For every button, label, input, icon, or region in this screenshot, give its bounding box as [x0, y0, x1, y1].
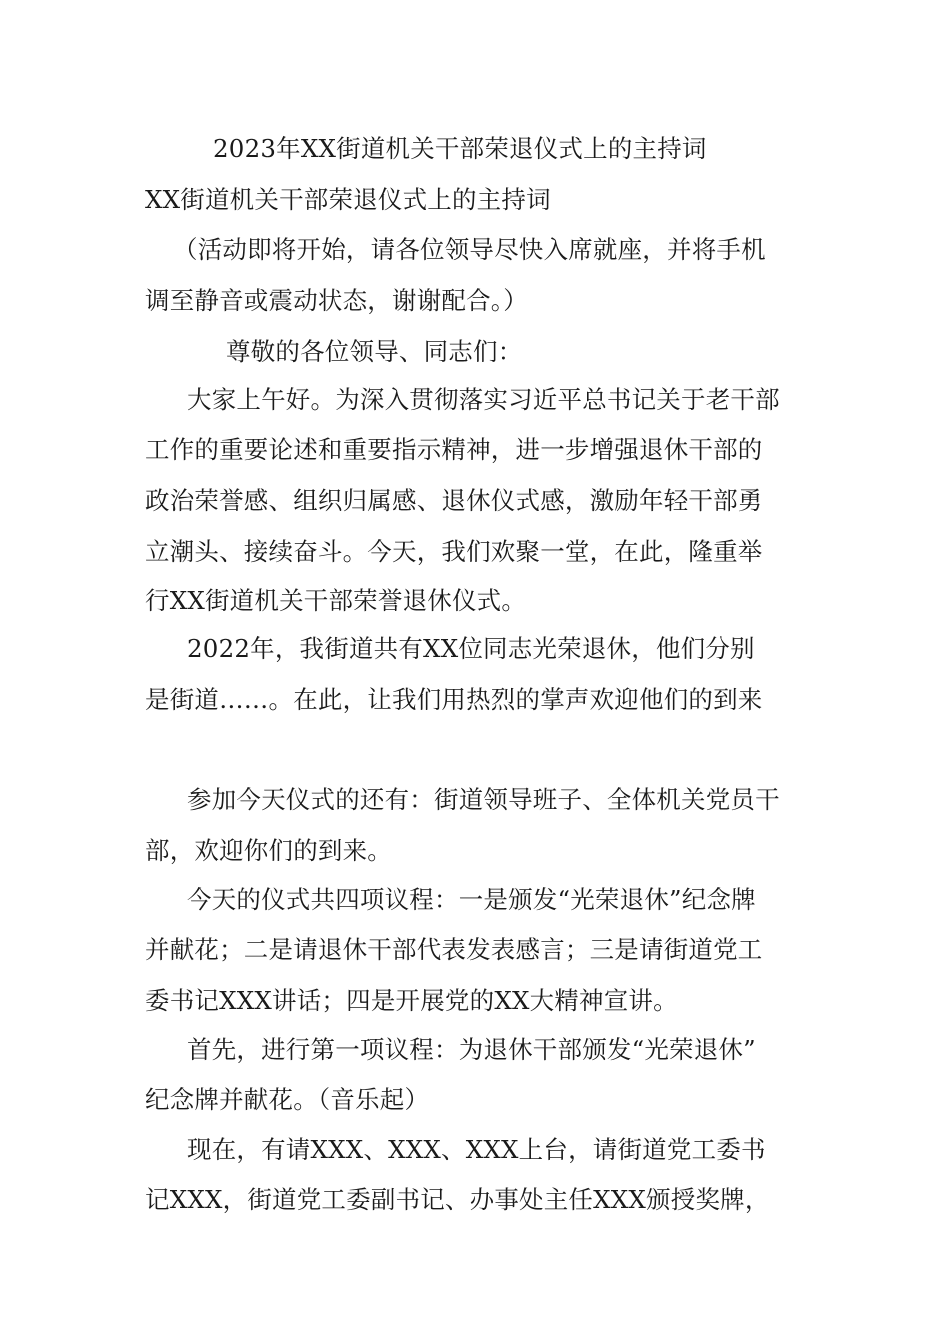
- text-line: 大家上午好。为深入贯彻落实习近平总书记关于老干部: [187, 385, 780, 414]
- text-line: 调至静音或震动状态，谢谢配合。）: [145, 286, 528, 315]
- text-line: 今天的仪式共四项议程：一是颁发“光荣退休”纪念牌: [187, 885, 756, 914]
- text-line: 委书记XXX讲话；四是开展党的XX大精神宣讲。: [145, 986, 678, 1015]
- text-line: 行XX街道机关干部荣誉退休仪式。: [145, 586, 527, 615]
- text-line: 现在，有请XXX、XXX、XXX上台，请街道党工委书: [187, 1135, 766, 1164]
- text-line: 部，欢迎你们的到来。: [145, 836, 392, 865]
- text-line: 立潮头、接续奋斗。今天，我们欢聚一堂，在此，隆重举: [145, 537, 763, 566]
- text-line: 并献花；二是请退休干部代表发表感言；三是请街道党工: [145, 935, 763, 964]
- document-subtitle: XX街道机关干部荣退仪式上的主持词: [145, 185, 551, 214]
- text-line: 记XXX，街道党工委副书记、办事处主任XXX颁授奖牌，: [145, 1185, 770, 1214]
- text-line: 参加今天仪式的还有：街道领导班子、全体机关党员干: [187, 785, 780, 814]
- text-line: 首先，进行第一项议程：为退休干部颁发“光荣退休”: [187, 1035, 756, 1064]
- document-title: 2023年XX街道机关干部荣退仪式上的主持词: [213, 134, 707, 163]
- text-line: （活动即将开始，请各位领导尽快入席就座，并将手机: [173, 235, 766, 264]
- text-line: 尊敬的各位领导、同志们：: [226, 337, 523, 366]
- text-line: 2022年，我街道共有XX位同志光荣退休，他们分别: [187, 634, 755, 663]
- text-line: 纪念牌并献花。（音乐起）: [145, 1085, 430, 1114]
- text-line: 工作的重要论述和重要指示精神，进一步增强退休干部的: [145, 435, 763, 464]
- text-line: 是街道……。在此，让我们用热烈的掌声欢迎他们的到来: [145, 685, 763, 714]
- text-line: 政治荣誉感、组织归属感、退休仪式感，激励年轻干部勇: [145, 486, 763, 515]
